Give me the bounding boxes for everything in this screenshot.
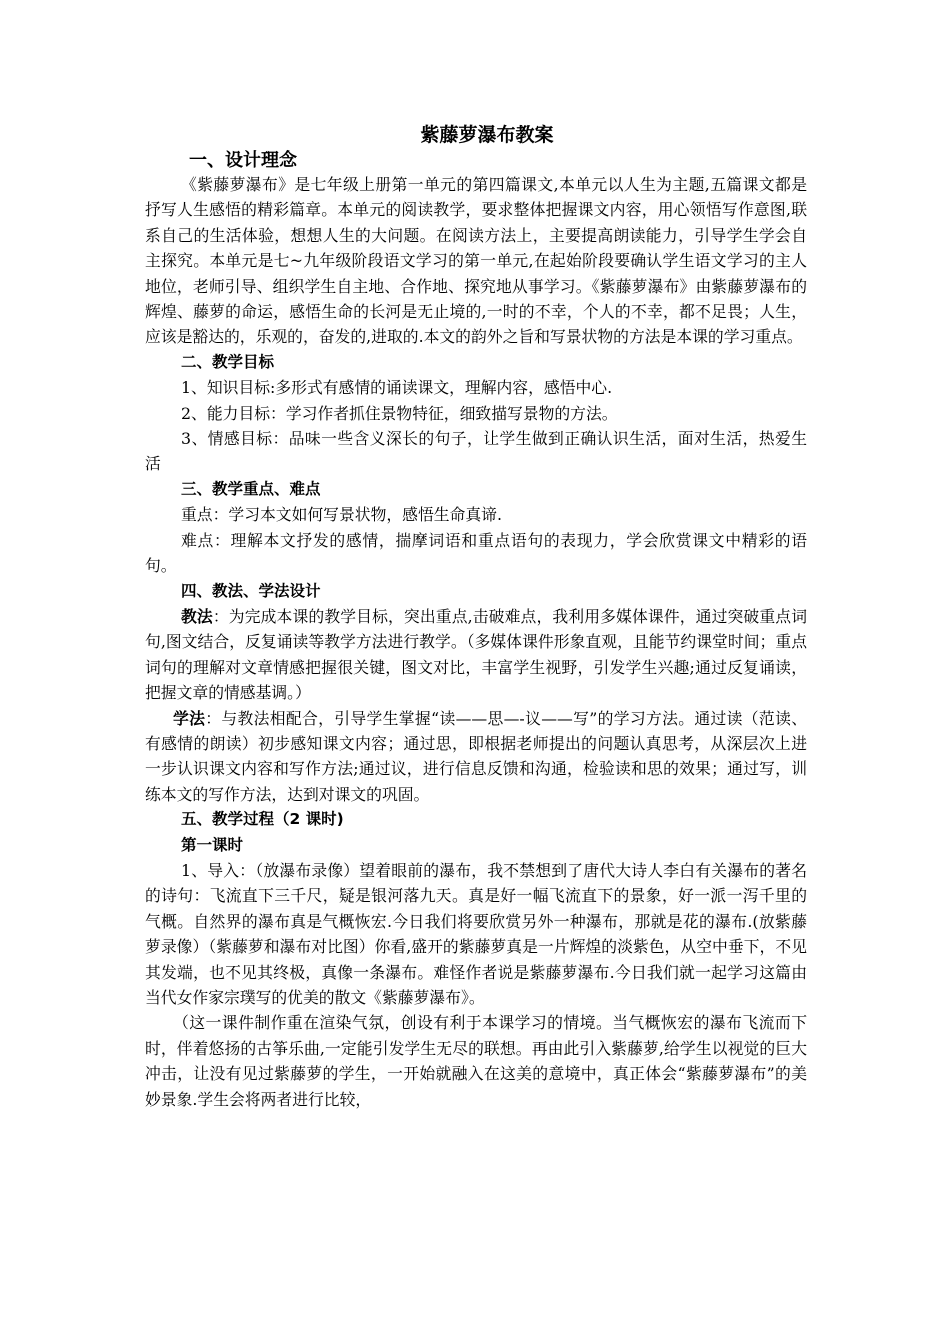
teaching-method-text: ：为完成本课的教学目标，突出重点,击破难点，我利用多媒体课件，通过突破重点词句,图文结合，反复诵读等教学方法进行教学。（多媒体课件形象直观，且能节约课堂时间；重点词句的理解对文章情感把握很关键，图文对比，丰富学生视野，引发学生兴趣;通过反复诵读，把握文章的情感基调。） — [145, 606, 807, 703]
goal-ability: 2、能力目标：学习作者抓住景物特征，细致描写景物的方法。 — [181, 403, 618, 423]
introduction-paragraph: 1、导入：（放瀑布录像）望着眼前的瀑布，我不禁想到了唐代大诗人李白有关瀑布的著名的诗句：飞流直下三千尺，疑是银河落九天。真是好一幅飞流直下的景象，好一派一泻千里的气概。自然界的瀑布真是气概恢宏.今日我们将要欣赏另外一种瀑布，那就是花的瀑布.(放紫藤萝录像）（紫藤萝和瀑布对比图）你看,盛开的紫藤萝真是一片辉煌的淡紫色，从空中垂下，不见其发端，也不见其终极，真像一条瀑布。难怪作者说是紫藤萝瀑布.今日我们就一起学习这篇由当代女作家宗璞写的优美的散文《紫藤萝瀑布》。 — [145, 860, 807, 1007]
subheading-first-lesson: 第一课时 — [181, 835, 244, 854]
design-concept-paragraph: 《紫藤萝瀑布》是七年级上册第一单元的第四篇课文,本单元以人生为主题,五篇课文都是抒写人生感悟的精彩篇章。本单元的阅读教学，要求整体把握课文内容，用心领悟写作意图,联系自己的生活体验，想想人生的大问题。在阅读方法上，主要提高朗读能力，引导学生学会自主探究。本单元是七~九年级阶段语文学习的第一单元,在起始阶段要确认学生语文学习的主人地位，老师引导、组织学生自主地、合作地、探究地从事学习。《紫藤萝瀑布》由紫藤萝瀑布的辉煌、藤萝的命运，感悟生命的长河是无止境的,一时的不幸，个人的不幸，都不足畏；人生，应该是豁达的，乐观的，奋发的,进取的.本文的韵外之旨和写景状物的方法是本课的学习重点。 — [145, 175, 807, 347]
goal-emotion: 3、情感目标：品味一些含义深长的句子，让学生做到正确认识生活，面对生活，热爱生活 — [145, 429, 807, 474]
courseware-note-paragraph: （这一课件制作重在渲染气氛，创设有利于本课学习的情境。当气概恢宏的瀑布飞流而下时，伴着悠扬的古筝乐曲,一定能引发学生无尽的联想。再由此引入紫藤萝,给学生以视觉的巨大冲击，让没有见过紫藤萝的学生，一开始就融入在这美的意境中，真正体会“紫藤萝瀑布”的美妙景象.学生会将两者进行比较， — [145, 1013, 807, 1109]
document-body — [145, 120, 807, 1112]
teaching-method-paragraph — [145, 604, 807, 706]
teaching-method-label: 教法 — [181, 606, 213, 626]
learning-method-paragraph — [145, 706, 807, 808]
key-point: 重点：学习本文如何写景状物，感悟生命真谛. — [181, 505, 502, 525]
learning-method-text: ：与教法相配合，引导学生掌握“读——思—-议——写”的学习方法。通过读（范读、有感情的朗读）初步感知课文内容；通过思，即根据老师提出的问题认真思考，从深层次上进一步认识课文内容和写作方法;通过议，进行信息反馈和沟通，检验读和思的效果；通过写，训练本文的写作方法，达到对课文的巩固。 — [145, 708, 807, 804]
section-heading-design-concept: 一、设计理念 — [189, 150, 297, 171]
section-heading-teaching-goals: 二、教学目标 — [181, 352, 275, 371]
document-title: 紫藤萝瀑布教案 — [420, 124, 554, 146]
difficult-point: 难点：理解本文抒发的感情，揣摩词语和重点语句的表现力，学会欣赏课文中精彩的语句。 — [145, 530, 807, 576]
section-heading-key-points: 三、教学重点、难点 — [181, 479, 321, 498]
goal-knowledge: 1、知识目标:多形式有感情的诵读课文，理解内容，感悟中心. — [181, 378, 613, 398]
section-heading-process: 五、教学过程（2 课时) — [181, 810, 344, 829]
learning-method-label: 学法 — [173, 708, 206, 728]
section-heading-methods: 四、教法、学法设计 — [181, 581, 321, 600]
